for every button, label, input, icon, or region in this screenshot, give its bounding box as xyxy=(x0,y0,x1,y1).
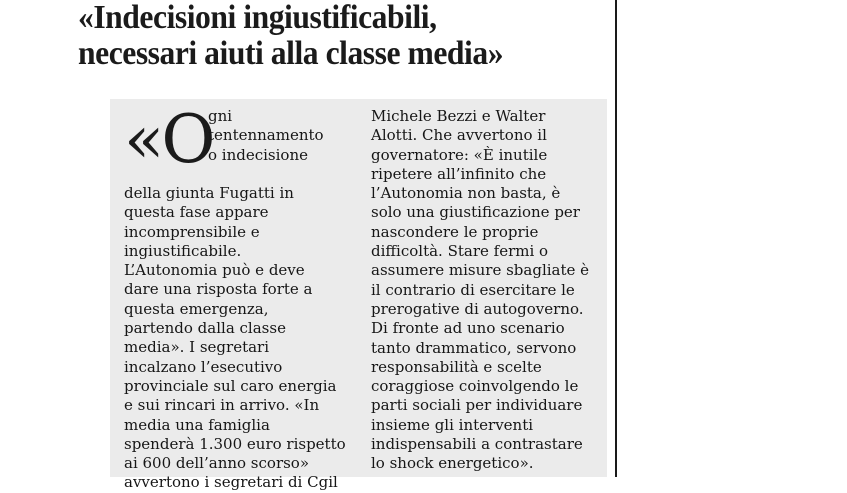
headline-line-1: «Indecisioni ingiustificabili, xyxy=(78,0,437,36)
text-line: il contrario di esercitare le xyxy=(371,280,575,299)
text-line: Michele Bezzi e Walter xyxy=(371,107,546,125)
text-line: media». I segretari xyxy=(124,338,270,357)
text-line: insieme gli interventi xyxy=(371,415,534,434)
text-line: spenderà 1.300 euro rispetto xyxy=(124,434,346,453)
text-line: nascondere le proprie xyxy=(371,222,539,241)
text-line: parti sociali per individuare xyxy=(371,396,583,415)
text-line: questa emergenza, xyxy=(124,299,269,318)
text-line: l’Autonomia non basta, è xyxy=(371,184,561,203)
article-column-2 xyxy=(371,107,607,474)
text-line: tentennamento xyxy=(208,126,324,145)
text-line: della giunta Fugatti in xyxy=(124,184,294,202)
text-line: ingiustificabile. xyxy=(124,241,242,260)
text-line: questa fase appare xyxy=(124,203,269,222)
text-line: prerogative di autogoverno. xyxy=(371,299,584,318)
text-line: o indecisione xyxy=(208,145,308,164)
text-line: ripetere all’infinito che xyxy=(371,164,547,183)
text-line: tanto drammatico, servono xyxy=(371,338,577,357)
text-line: solo una giustificazione per xyxy=(371,203,580,222)
column-1-text xyxy=(124,184,354,493)
text-line: Di fronte ad uno scenario xyxy=(371,319,565,338)
article-body xyxy=(110,99,607,492)
text-line: lo shock energetico». xyxy=(371,454,534,473)
text-line: partendo dalla classe xyxy=(124,319,286,338)
headline-line-2: necessari aiuti alla classe media» xyxy=(78,35,504,72)
text-line: Alotti. Che avvertono il xyxy=(371,126,547,145)
text-line: avvertono i segretari di Cgil xyxy=(124,473,338,492)
text-line: media una famiglia xyxy=(124,415,270,434)
text-line: indispensabili a contrastare xyxy=(371,435,583,454)
text-line: e sui rincari in arrivo. «In xyxy=(124,396,320,415)
text-line: coraggiose coinvolgendo le xyxy=(371,377,579,396)
text-line: L’Autonomia può e deve xyxy=(124,261,305,280)
headline xyxy=(78,0,571,72)
text-line: responsabilità e scelte xyxy=(371,357,542,376)
text-line: governatore: «È inutile xyxy=(371,145,548,164)
text-line: ai 600 dell’anno scorso» xyxy=(124,454,310,473)
article-column-1 xyxy=(124,101,354,493)
dropcap-block xyxy=(124,101,354,184)
text-line: provinciale sul caro energia xyxy=(124,376,337,395)
text-line: difficoltà. Stare fermi o xyxy=(371,242,549,261)
text-line: incomprensibile e xyxy=(124,222,260,241)
text-line: gni xyxy=(208,107,233,125)
text-line: dare una risposta forte a xyxy=(124,280,313,299)
dropcap-lines xyxy=(208,107,324,165)
column-divider xyxy=(615,0,617,477)
dropcap: «O xyxy=(124,101,213,178)
text-line: incalzano l’esecutivo xyxy=(124,357,283,376)
text-line: assumere misure sbagliate è xyxy=(371,261,590,280)
